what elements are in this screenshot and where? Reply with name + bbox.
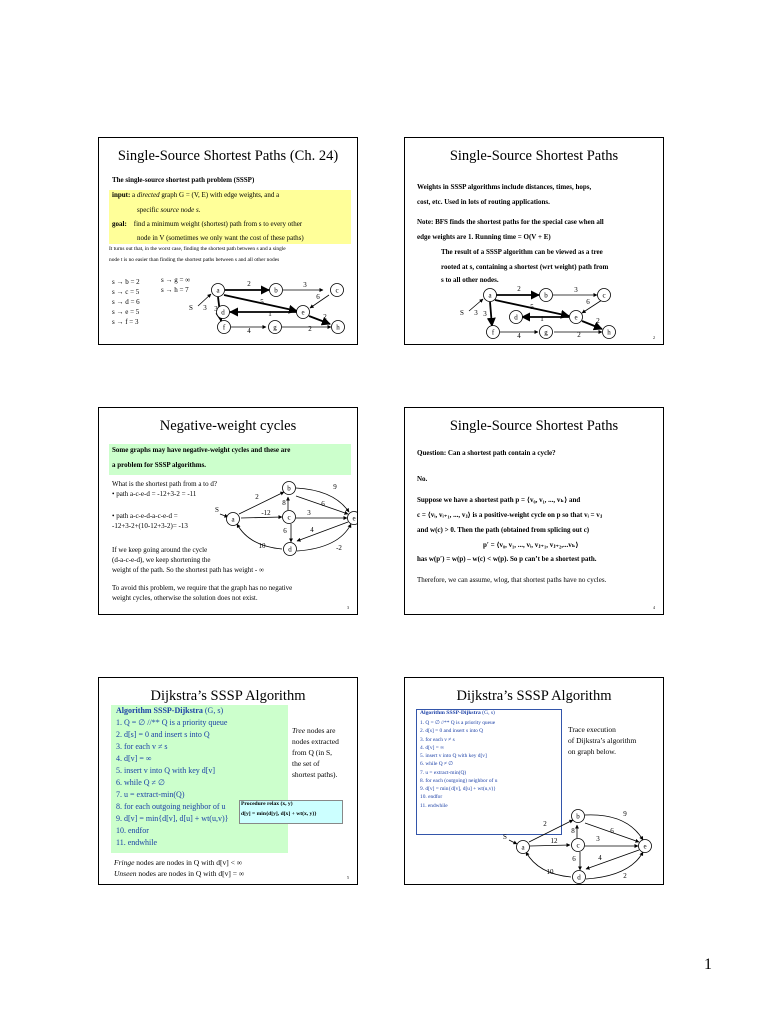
edge-weight: 2 [308,325,312,333]
edge-weight: -2 [336,544,342,552]
para-1-line-1: Weights in SSSP algorithms include distances, times, hops, [417,183,592,191]
conclusion-text: Therefore, we can assume, wlog, that shortest paths have no cycles. [417,576,607,584]
page-number: 1 [704,956,712,973]
node-label: d [221,308,225,317]
node-label: c [576,841,580,850]
edge-weight: 4 [598,854,602,862]
node-label: h [336,323,340,332]
input-line-2: specific source node s. [137,206,201,214]
graph-nodes [212,284,345,334]
edge-weight: -12 [261,509,271,517]
edge-weight: 6 [283,527,287,535]
slide-number: 3 [347,605,349,610]
proof-line-2: c = ⟨vᵢ, vᵢ₊₁, ..., vⱼ⟩ is a positive-weight cycle on p so that vᵢ = vⱼ [417,511,602,519]
fringe-text: Fringe nodes are nodes in Q with d[v] < ∞ [114,858,243,867]
edge-weight: 3 [474,309,478,317]
edge-weight: 2 [247,280,251,288]
edge-weight: 12 [550,837,558,845]
edge-weight: 3 [596,835,600,843]
slide-title: Dijkstra’s SSSP Algorithm [150,688,306,704]
slide-5 [98,677,358,885]
avoid-line-2: weight cycles, otherwise the solution does not exist. [112,594,258,602]
tree-note: Tree nodes are nodes extracted from Q (in S, the set of shortest paths). [292,726,339,779]
slide-6 [404,677,664,885]
proof-line-4: p′ = ⟨v₀, v₁, ..., vᵢ, vⱼ₊₁, vⱼ₊₂,...vₖ⟩ [483,541,579,549]
slide-title: Single-Source Shortest Paths [449,148,619,164]
source-label: S [460,309,464,317]
source-label: S [215,506,219,514]
graph-diagram [99,138,357,344]
slide-title: Single-Source Shortest Paths (Ch. 24) [117,148,339,164]
source-label: S [503,833,507,841]
node-label: g [544,328,548,337]
node-label: c [287,513,291,522]
edge-weight: 6 [572,855,576,863]
node-label: e [643,842,647,851]
node-label: e [574,313,578,322]
node-label: b [287,484,291,493]
slide-title: Single-Source Shortest Paths [449,418,619,434]
edge-weight: 6 [586,298,590,306]
slide-3 [98,407,358,615]
slide-2 [404,137,664,345]
para-3-line-3: s to all other nodes. [441,276,499,284]
edge-weight: 3 [307,509,311,517]
node-label: d [288,545,292,554]
distance-list-right: s → g = ∞ s → h = 7 [161,276,191,294]
path-1-text: • path a-c-e-d = -12+3-2 = -11 [112,490,197,498]
keep-line-2: (d-a-c-e-d), we keep shortening the [112,556,211,564]
edge-weight: 5 [530,303,534,311]
edge-weight: 9 [333,483,337,491]
para-3-line-2: rooted at s, containing a shortest (wrt weight) path from [441,263,609,271]
slide-4 [404,407,664,615]
node-label: b [544,291,548,300]
para-2-line-2: edge weights are 1. Running time = O(V + E) [417,233,551,241]
node-label: g [273,323,277,332]
question-text: Question: Can a shortest path contain a cycle? [417,449,556,457]
relax-title: Procedure relax (x, y) [241,801,293,807]
highlight-line-2: a problem for SSSP algorithms. [112,461,207,469]
algorithm-lines: 1. Q = ∅ //** Q is a priority queue 2. d[s] = 0 and insert s into Q 3. for each v ≠ s 4. d[v] = ∞ 5. insert v into Q with key d[v] 6. while Q ≠ ∅ 7. u = extract-min(Q) 8. for each (outgoing) neighbor of u 9. d[v] = min{d[v], d[u] + wt(u,v)} 10. endfor 11. endwhile [420,720,498,809]
algorithm-name: Algorithm SSSP-Dijkstra (G, s) [116,706,224,715]
node-label: b [576,812,580,821]
node-label: a [521,843,525,852]
edge-weight: 5 [260,298,264,306]
edge-weight: 10 [546,868,554,876]
node-label: e [352,514,356,523]
edge-weight: 4 [310,526,314,534]
node-label: d [577,873,581,882]
avoid-line-1: To avoid this problem, we require that the graph has no negative [112,584,293,592]
edge-weight: 8 [571,827,575,835]
goal-line-2: node in V (sometimes we only want the cost of these paths) [137,234,304,242]
para-2-line-1: Note: BFS finds the shortest paths for the special case when all [417,218,604,226]
node-label: b [274,286,278,295]
node-label: h [607,328,611,337]
answer-text: No. [417,475,428,483]
proof-line-5: has w(p′) = w(p) – w(c) < w(p). So p can’t be a shortest path. [417,555,597,563]
para-1-line-2: cost, etc. Used in lots of routing applications. [417,198,550,206]
path-2-text-a: • path a-c-e-d-a-c-e-d = [112,512,178,520]
edge-weight: 3 [214,305,218,313]
edge-weight: 3 [483,310,487,318]
algorithm-name: Algorithm SSSP-Dijkstra (G, s) [420,710,495,716]
graph-diagram [99,408,357,614]
edge-weight: 2 [543,820,547,828]
keep-line-3: weight of the path. So the shortest path has weight - ∞ [112,566,264,574]
slide-number: 2 [653,335,655,340]
graph-diagram [405,678,663,884]
node-label: e [301,308,305,317]
edge-weight: 2 [517,285,521,293]
input-line-1: input: a directed graph G = (V, E) with edge weights, and a [112,191,280,199]
node-label: f [491,328,495,337]
edge-weight: 2 [323,313,327,321]
edge-weight: 1 [268,310,272,318]
slide-number: 5 [347,875,349,880]
node-label: d [514,313,518,322]
node-label: f [222,323,226,332]
question-text: What is the shortest path from a to d? [112,480,217,488]
relax-body: d[y] = min{d[y], d[x] + wt(x, y)} [241,811,317,817]
node-label: a [488,291,492,300]
edge-weight: 6 [316,293,320,301]
slide-number: 4 [653,605,655,610]
keep-line-1: If we keep going around the cycle [112,546,208,554]
node-label: a [231,515,235,524]
graph-diagram [405,138,663,344]
edge-weight: 6 [321,500,325,508]
proof-line-1: Suppose we have a shortest path p = ⟨v₀, v₁, ..., vₖ⟩ and [417,496,581,504]
unseen-text: Unseen nodes are nodes in Q with d[v] = ∞ [114,869,245,878]
edge-weight: 2 [577,331,581,339]
edge-weight: 6 [610,827,614,835]
node-label: a [216,286,220,295]
edge-weight: 3 [203,304,207,312]
slide-1 [98,137,358,345]
source-label: S [189,304,193,312]
goal-line-1: goal: find a minimum weight (shortest) path from s to every other [112,220,303,228]
edge-weight: 9 [623,810,627,818]
edge-weight: 8 [282,499,286,507]
edge-weight: 2 [596,317,600,325]
edge-weight: 4 [517,332,521,340]
note-line-1: It turns out that, in the worst case, finding the shortest path between s and a single [109,246,286,252]
edge-weight: 1 [540,315,544,323]
note-line-2: node t is no easier than finding the shortest paths between s and all other nodes [109,257,280,263]
edge-weight: 3 [303,281,307,289]
path-2-text-b: -12+3-2+(10-12+3-2)= -13 [112,522,188,530]
para-3-line-1: The result of a SSSP algorithm can be viewed as a tree [441,248,603,256]
highlight-line-1: Some graphs may have negative-weight cycles and these are [112,446,291,454]
problem-heading: The single-source shortest path problem (SSSP) [112,176,255,184]
edge-weight: 2 [255,493,259,501]
proof-line-3: and w(c) > 0. Then the path (obtained from splicing out c) [417,526,590,534]
slide-title: Negative-weight cycles [159,418,297,434]
trace-note: Trace execution of Dijkstra’s algorithm on graph below. [568,725,637,756]
edge-weight: 10 [258,542,266,550]
edge-weight: 4 [247,327,251,335]
algorithm-lines: 1. Q = ∅ //** Q is a priority queue 2. d[s] = 0 and insert s into Q 3. for each v ≠ s 4. d[v] = ∞ 5. insert v into Q with key d[v] 6. while Q ≠ ∅ 7. u = extract-min(Q) 8. for each outgoing neighbor of u 9. d[v] = min{d[v], d[u] + wt(u,v)} 10. endfor 11. endwhile [116,718,229,847]
edge-weight: 3 [574,286,578,294]
distance-list-left: s → b = 2 s → c = 5 s → d = 6 s → e = 5 s → f = 3 [112,278,140,326]
node-label: c [602,291,606,300]
edge-weight: 2 [623,872,627,880]
node-label: c [335,286,339,295]
slide-title: Dijkstra’s SSSP Algorithm [456,688,612,704]
